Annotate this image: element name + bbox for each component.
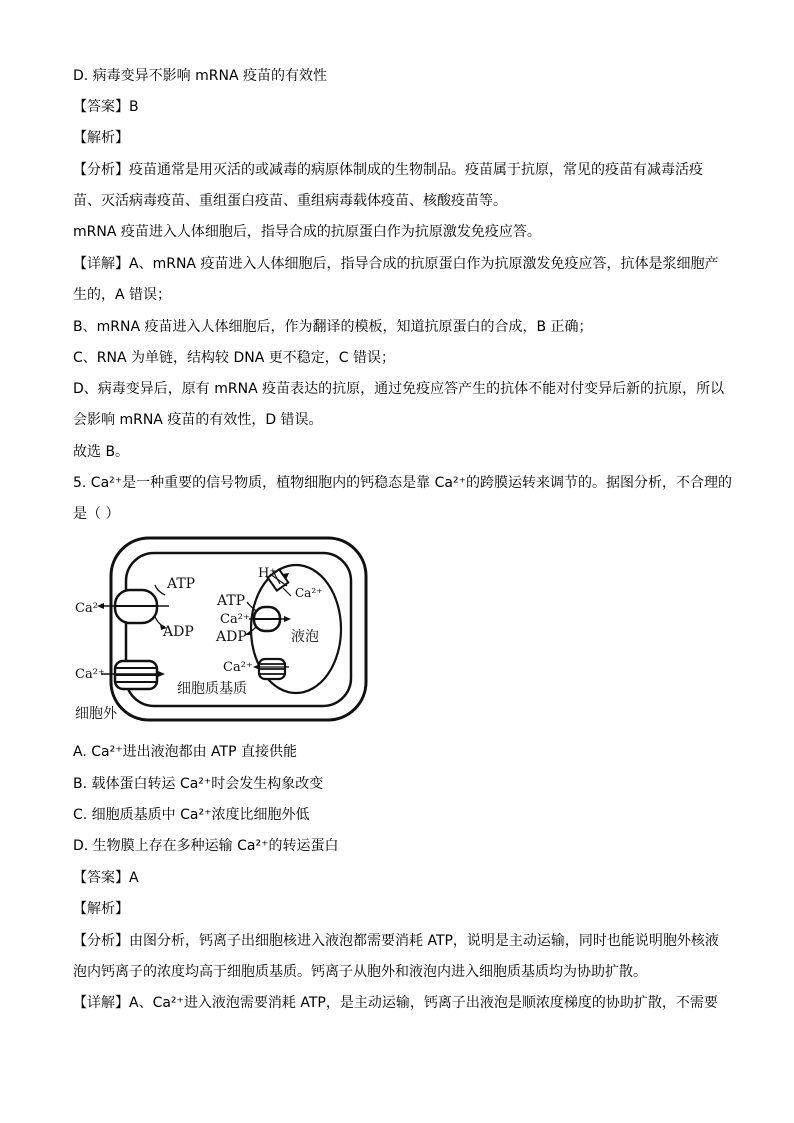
option-a: A. Ca²⁺进出液泡都由 ATP 直接供能	[73, 744, 297, 760]
ca-vacuole-top-label: Ca²⁺	[295, 586, 323, 600]
detail-paragraph-line: 会影响 mRNA 疫苗的有效性，D 错误。	[73, 412, 323, 428]
answer-label: 【答案】B	[73, 99, 139, 115]
option-b: B. 载体蛋白转运 Ca²⁺时会发生构象改变	[73, 776, 324, 792]
analysis-paragraph-line: mRNA 疫苗进入人体细胞后，指导合成的抗原蛋白作为抗原激发免疫应答。	[73, 224, 541, 240]
plant-cell-calcium-transport-diagram	[73, 533, 373, 728]
atp-left-label: ATP	[167, 576, 196, 592]
option-d-previous: D. 病毒变异不影响 mRNA 疫苗的有效性	[73, 68, 327, 84]
analysis-heading: 【解析】	[73, 130, 129, 146]
option-d: D. 生物膜上存在多种运输 Ca²⁺的转运蛋白	[73, 838, 339, 854]
detail-paragraph-line: 【详解】A、Ca²⁺进入液泡需要消耗 ATP，是主动运输，钙离子出液泡是顺浓度梯度的协助扩散，不需要	[73, 995, 718, 1011]
conclusion-line: 故选 B。	[73, 444, 130, 460]
ca-left-top-label: Ca²⁺	[75, 601, 105, 616]
adp-left-label: ADP	[163, 624, 194, 640]
analysis-paragraph-line: 【分析】由图分析，钙离子出细胞核进入液泡都需要消耗 ATP，说明是主动运输，同时也能说明胞外核液	[73, 933, 719, 949]
analysis-paragraph-line: 泡内钙离子的浓度均高于细胞质基质。钙离子从胞外和液泡内进入细胞质基质均为协助扩散。	[73, 964, 647, 980]
detail-paragraph-line: 生的，A 错误；	[73, 287, 172, 303]
adp-mid-label: ADP	[216, 629, 247, 645]
cytoplasm-label: 细胞质基质	[177, 681, 247, 697]
vacuole-label: 液泡	[291, 629, 319, 645]
ca-left-bottom-label: Ca²⁺	[75, 667, 105, 682]
h-plus-label: H⁺	[258, 566, 277, 581]
analysis-heading: 【解析】	[73, 901, 129, 917]
option-c: C. 细胞质基质中 Ca²⁺浓度比细胞外低	[73, 807, 310, 823]
ca-mid-label: Ca²⁺	[220, 612, 250, 627]
answer-label: 【答案】A	[73, 870, 139, 886]
question-stem-line: 是（ ）	[73, 506, 120, 522]
detail-paragraph-line: B、mRNA 疫苗进入人体细胞后，作为翻译的模板，知道抗原蛋白的合成，B 正确；	[73, 319, 593, 335]
atp-mid-label: ATP	[217, 593, 246, 609]
ca-vacuole-bottom-label: Ca²⁺	[223, 660, 253, 675]
detail-paragraph-line: C、RNA 为单链，结构较 DNA 更不稳定，C 错误；	[73, 350, 395, 366]
outside-cell-label: 细胞外	[75, 706, 117, 722]
detail-paragraph-line: D、病毒变异后，原有 mRNA 疫苗表达的抗原，通过免疫应答产生的抗体不能对付变异后新的抗原，所以	[73, 381, 725, 397]
question-stem-line: 5. Ca²⁺是一种重要的信号物质，植物细胞内的钙稳态是靠 Ca²⁺的跨膜运转来调节的。据图分析，不合理的	[73, 475, 732, 491]
analysis-paragraph-line: 【分析】疫苗通常是用灭活的或减毒的病原体制成的生物制品。疫苗属于抗原，常见的疫苗有减毒活疫	[73, 162, 703, 178]
detail-paragraph-line: 【详解】A、mRNA 疫苗进入人体细胞后，指导合成的抗原蛋白作为抗原激发免疫应答，抗体是浆细胞产	[73, 256, 719, 272]
analysis-paragraph-line: 苗、灭活病毒疫苗、重组蛋白疫苗、重组病毒载体疫苗、核酸疫苗等。	[73, 193, 507, 209]
